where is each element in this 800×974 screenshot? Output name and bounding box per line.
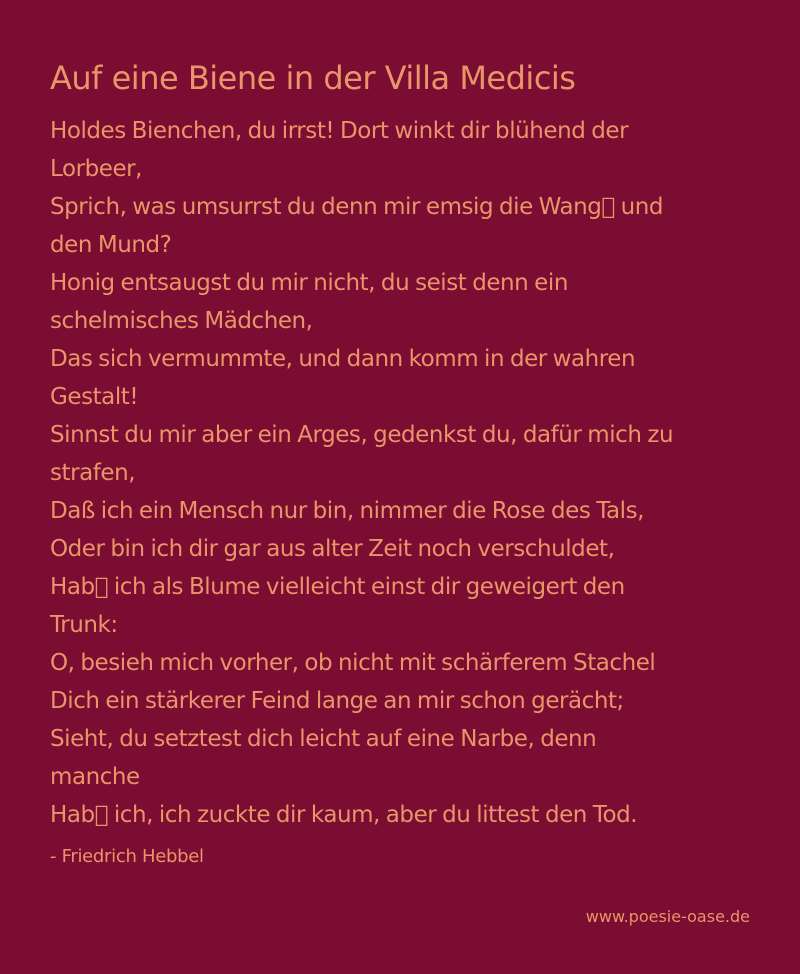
poem-line: Sinnst du mir aber ein Arges, gedenkst du, dafür mich zu — [50, 422, 674, 448]
poem-line: Gestalt! — [50, 384, 139, 410]
poem-line: den Mund? — [50, 232, 172, 258]
poem-line: Das sich vermummte, und dann komm in der wahren — [50, 346, 636, 372]
poem-line: Honig entsaugst du mir nicht, du seist denn ein — [50, 270, 568, 296]
poem-line: Daß ich ein Mensch nur bin, nimmer die Rose des Tals, — [50, 498, 644, 524]
poem-line: O, besieh mich vorher, ob nicht mit schärferem Stachel — [50, 650, 656, 676]
poem-line: schelmisches Mädchen, — [50, 308, 313, 334]
poem-line: Oder bin ich dir gar aus alter Zeit noch verschuldet, — [50, 536, 615, 562]
poem-title: Auf eine Biene in der Villa Medicis — [50, 59, 576, 97]
poem-line: Dich ein stärkerer Feind lange an mir schon gerächt; — [50, 688, 624, 714]
poem-line: Trunk: — [50, 612, 118, 638]
poem-line: Sieht, du setztest dich leicht auf eine Narbe, denn — [50, 726, 597, 752]
poem-line: Hab  ich, ich zuckte dir kaum, aber du littest den Tod. — [50, 802, 638, 828]
poem-body — [50, 112, 750, 834]
poem-line: strafen, — [50, 460, 136, 486]
website-url: www.poesie-oase.de — [585, 907, 750, 926]
poem-author: - Friedrich Hebbel — [50, 846, 204, 867]
poem-line: Lorbeer, — [50, 156, 143, 182]
poem-line: Sprich, was umsurrst du denn mir emsig die Wang  und — [50, 194, 664, 220]
poem-line: manche — [50, 764, 140, 790]
poem-line: Hab  ich als Blume vielleicht einst dir geweigert den — [50, 574, 625, 600]
poem-line: Holdes Bienchen, du irrst! Dort winkt dir blühend der — [50, 118, 629, 144]
